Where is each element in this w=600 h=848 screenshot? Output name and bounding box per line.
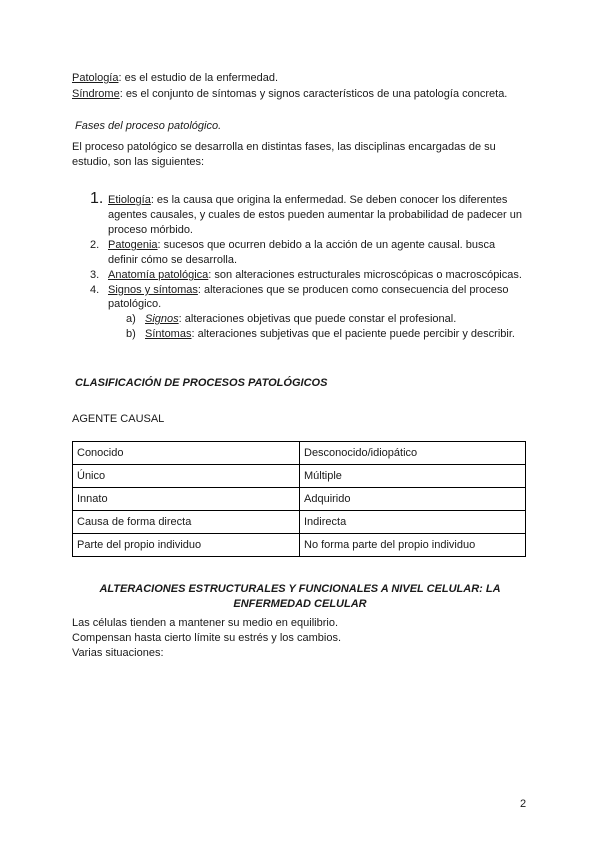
table-cell: Único — [73, 465, 300, 488]
table-cell: Desconocido/idiopático — [300, 442, 526, 465]
sublist-letter: a) — [126, 313, 136, 325]
phase-term: Signos y síntomas — [108, 284, 198, 296]
phase-etiologia-line-2: agentes causales, y cuales de estos pueden aumentar la probabilidad de padecer un — [108, 209, 523, 221]
table-cell: Múltiple — [300, 465, 526, 488]
phase-text: : son alteraciones estructurales microscópicas o macroscópicas. — [208, 269, 522, 281]
table-row — [73, 465, 526, 488]
definition-text: : es el conjunto de síntomas y signos característicos de una patología concreta. — [119, 88, 508, 100]
definition-term: Patología — [72, 72, 119, 84]
intro-line-2: estudio, son las siguientes: — [72, 156, 205, 168]
page-number: 2 — [520, 798, 527, 810]
definition-sindrome — [72, 87, 507, 102]
phase-term: Etiología — [108, 194, 151, 206]
table-row — [73, 442, 526, 465]
phase-signos-line-2: patológico. — [108, 298, 162, 310]
table-cell: Causa de forma directa — [73, 511, 300, 534]
table-cell: Innato — [73, 488, 300, 511]
table-cell: Conocido — [73, 442, 300, 465]
definition-term: Síndrome — [72, 88, 120, 100]
phase-text: : alteraciones que se producen como consecuencia del proceso — [197, 284, 509, 296]
list-number: 1. — [90, 190, 104, 207]
phases-heading: Fases del proceso patológico. — [75, 120, 222, 132]
table-cell: Indirecta — [300, 511, 526, 534]
phase-anatomia-line-1 — [108, 268, 522, 283]
phase-patogenia-line-1 — [108, 238, 495, 253]
phase-text: : sucesos que ocurren debido a la acción de un agente causal. busca — [157, 239, 496, 251]
intro-line-1: El proceso patológico se desarrolla en distintas fases, las disciplinas encargadas de su — [72, 141, 496, 153]
subitem-signos — [145, 312, 456, 327]
sublist-letter: b) — [126, 328, 136, 340]
classification-heading: CLASIFICACIÓN DE PROCESOS PATOLÓGICOS — [75, 377, 328, 389]
table-cell: Parte del propio individuo — [73, 534, 300, 557]
phase-etiologia-line-1 — [108, 193, 507, 208]
table-row — [73, 534, 526, 557]
closing-line-1: Las células tienden a mantener su medio en equilibrio. — [72, 617, 338, 629]
list-number: 2. — [90, 239, 100, 251]
subitem-text: : alteraciones objetivas que puede constar el profesional. — [178, 313, 457, 325]
definition-patologia — [72, 71, 278, 86]
closing-line-3: Varias situaciones: — [72, 647, 164, 659]
phase-term: Anatomía patológica — [108, 269, 209, 281]
list-number: 3. — [90, 269, 100, 281]
subitem-term: Signos — [145, 313, 179, 325]
subitem-text: : alteraciones subjetivas que el paciente puede percibir y describir. — [191, 328, 515, 340]
table-cell: No forma parte del propio individuo — [300, 534, 526, 557]
table-row — [73, 511, 526, 534]
closing-line-2: Compensan hasta cierto límite su estrés y los cambios. — [72, 632, 342, 644]
phase-term: Patogenia — [108, 239, 158, 251]
agent-causal-table — [72, 441, 526, 557]
subitem-sintomas — [145, 327, 515, 342]
list-number: 4. — [90, 284, 100, 296]
phase-etiologia-line-3: proceso mórbido. — [108, 224, 193, 236]
phase-patogenia-line-2: definir cómo se desarrolla. — [108, 254, 238, 266]
alterations-heading-line-2: ENFERMEDAD CELULAR — [233, 598, 367, 610]
definition-text: : es el estudio de la enfermedad. — [118, 72, 279, 84]
subitem-term: Síntomas — [145, 328, 192, 340]
alterations-heading-line-1: ALTERACIONES ESTRUCTURALES Y FUNCIONALES A NIVEL CELULAR: LA — [99, 583, 501, 595]
table-row — [73, 488, 526, 511]
agent-causal-label: AGENTE CAUSAL — [72, 413, 165, 425]
phase-signos-line-1 — [108, 283, 509, 298]
phase-text: : es la causa que origina la enfermedad. Se deben conocer los diferentes — [150, 194, 508, 206]
table-cell: Adquirido — [300, 488, 526, 511]
